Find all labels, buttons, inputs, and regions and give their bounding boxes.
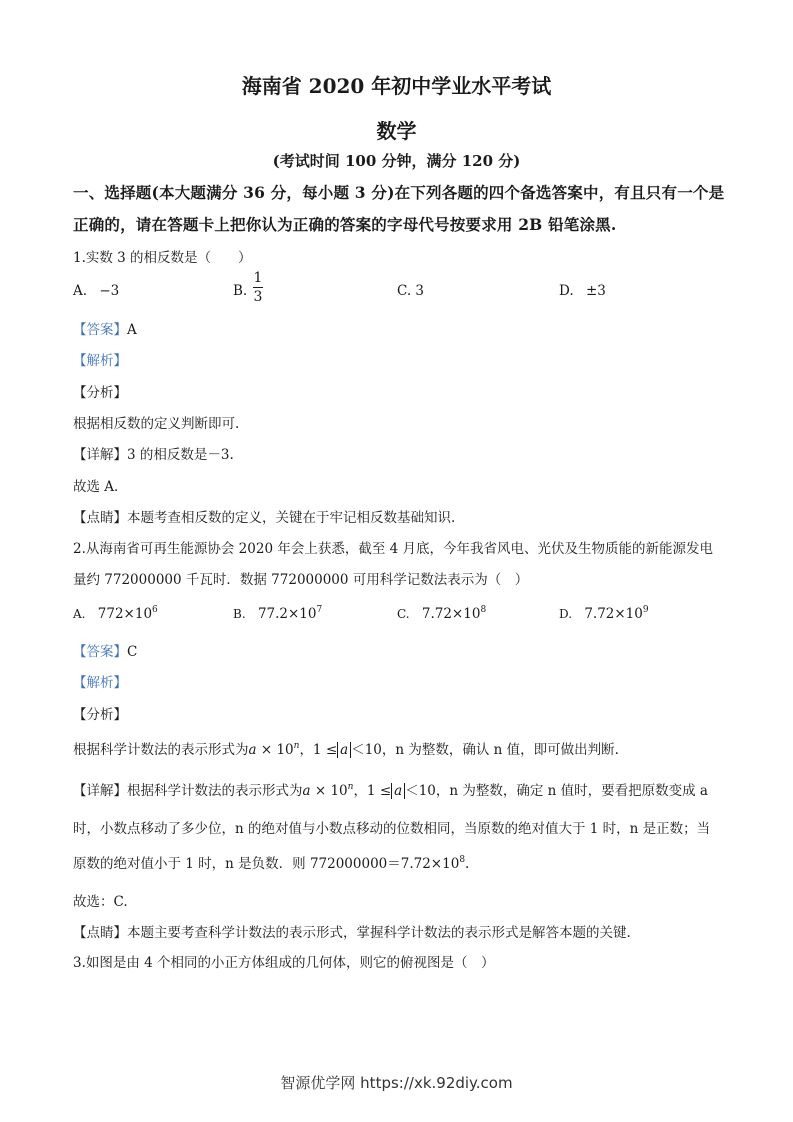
abs-value-a: a [391,783,405,799]
q2-option-b-exp: 7 [316,605,323,615]
q2-xiangjie-line3-pre: 原数的绝对值小于 1 时，n 是负数．则 772000000＝7.72×10 [73,856,460,872]
q2-fenxi-post: ＜10，n 为整数，确认 n 值，即可做出判断. [351,742,619,758]
q2-xiangjie-line2: 时，小数点移动了多少位，n 的绝对值与小数点移动的位数相同，当原数的绝对值大于 1 时，n 是正数；当 [73,821,711,837]
subject-title: 数学 [376,119,417,143]
q2-option-d [559,605,649,622]
q3-stem: 3.如图是由 4 个相同的小正方体组成的几何体，则它的俯视图是（ ） [73,955,495,971]
footer-watermark: 智源优学网 https://xk.92diy.com [280,1074,513,1092]
q2-xiangjie-line3-exp: 8 [459,855,466,865]
formula-exp-n: n [347,782,354,792]
q2-option-a-base: 772×10 [97,606,153,622]
q1-option-b-fraction [253,270,263,305]
q1-answer [73,318,137,338]
q2-xiangjie-pre: 【详解】根据科学计数法的表示形式为 [73,783,303,799]
q2-fenxi-text [73,738,619,758]
q2-stem-line2: 量约 772000000 千瓦时．数据 772000000 可用科学记数法表示为（ ） [73,572,529,588]
q1-fenxi-text: 根据相反数的定义判断即可. [73,416,240,432]
q2-option-b-base: 77.2×10 [257,606,317,622]
abs-value-a: a [337,742,351,758]
q1-option-a-value: −3 [99,283,120,299]
q1-option-d [559,283,606,299]
q2-option-c-label: C. [397,607,410,621]
q1-jiexi-tag: 【解析】 [73,353,127,369]
q1-option-c: C. 3 [397,283,425,299]
section-heading-line1: 一、选择题(本大题满分 36 分，每小题 3 分)在下列各题的四个备选答案中，有且只有一个是 [73,183,725,202]
q1-fenxi-tag: 【分析】 [73,385,127,401]
q2-option-d-base: 7.72×10 [584,606,643,622]
q2-fenxi-pre: 根据科学计数法的表示形式为 [73,742,249,758]
q1-option-a [73,283,119,299]
q2-option-a [73,605,158,622]
formula-times-ten: × 10 [310,783,348,799]
q2-answer-value: C [127,644,138,660]
q1-option-a-label: A. [73,283,88,299]
formula-a: a [248,742,257,758]
q1-dianjing: 【点睛】本题考查相反数的定义，关键在于牢记相反数基础知识. [73,510,456,526]
q2-option-d-exp: 9 [642,605,649,615]
formula-times-ten: × 10 [256,742,294,758]
q1-guxuan: 故选 A． [73,479,128,495]
q1-option-b-denominator: 3 [253,289,263,305]
q2-option-c-exp: 8 [480,605,487,615]
q2-option-b-label: B. [233,607,246,621]
q1-option-b-label: B. [233,283,248,299]
q1-xiangjie: 【详解】3 的相反数是－3. [73,447,234,463]
q2-option-c [397,605,486,622]
q2-stem-line1: 2.从海南省可再生能源协会 2020 年会上获悉，截至 4 月底，今年我省风电、光伏及生物质能的新能源发电 [73,541,713,557]
q1-option-d-label: D. [559,283,574,299]
formula-a: a [302,783,311,799]
q2-option-d-label: D. [559,607,573,621]
answer-tag: 【答案】 [73,322,127,338]
inequality-pre: ，1 ≤ [299,742,338,758]
q2-xiangjie-post: ＜10，n 为整数，确定 n 值时，要看把原数变成 a [405,783,708,799]
formula-exp-n: n [293,741,300,751]
q2-answer [73,640,137,660]
q2-jiexi-tag: 【解析】 [73,675,127,691]
q2-xiangjie-line1 [73,779,708,799]
answer-tag: 【答案】 [73,644,127,660]
q2-option-a-exp: 6 [152,605,158,615]
q1-stem: 1.实数 3 的相反数是（ ） [73,250,252,266]
q1-option-d-value: ±3 [585,283,606,299]
q2-xiangjie-line3-post: . [465,856,470,872]
q2-option-c-base: 7.72×10 [421,606,481,622]
q2-dianjing: 【点睛】本题主要考查科学计数法的表示形式，掌握科学计数法的表示形式是解答本题的关键. [73,925,631,941]
inequality-pre: ，1 ≤ [353,783,392,799]
q1-answer-value: A [127,322,137,338]
section-heading-line2: 正确的，请在答题卡上把你认为正确的答案的字母代号按要求用 2B 铅笔涂黑. [73,215,617,234]
q2-option-b [233,605,322,622]
q2-fenxi-tag: 【分析】 [73,707,127,723]
q2-option-a-label: A. [73,607,86,621]
exam-title: 海南省 2020 年初中学业水平考试 [241,74,552,98]
q1-option-b-numerator: 1 [253,270,263,286]
q2-guxuan: 故选：C. [73,894,128,910]
fraction-bar [253,287,263,288]
exam-info: (考试时间 100 分钟，满分 120 分) [272,152,521,170]
q2-xiangjie-line3 [73,852,469,872]
